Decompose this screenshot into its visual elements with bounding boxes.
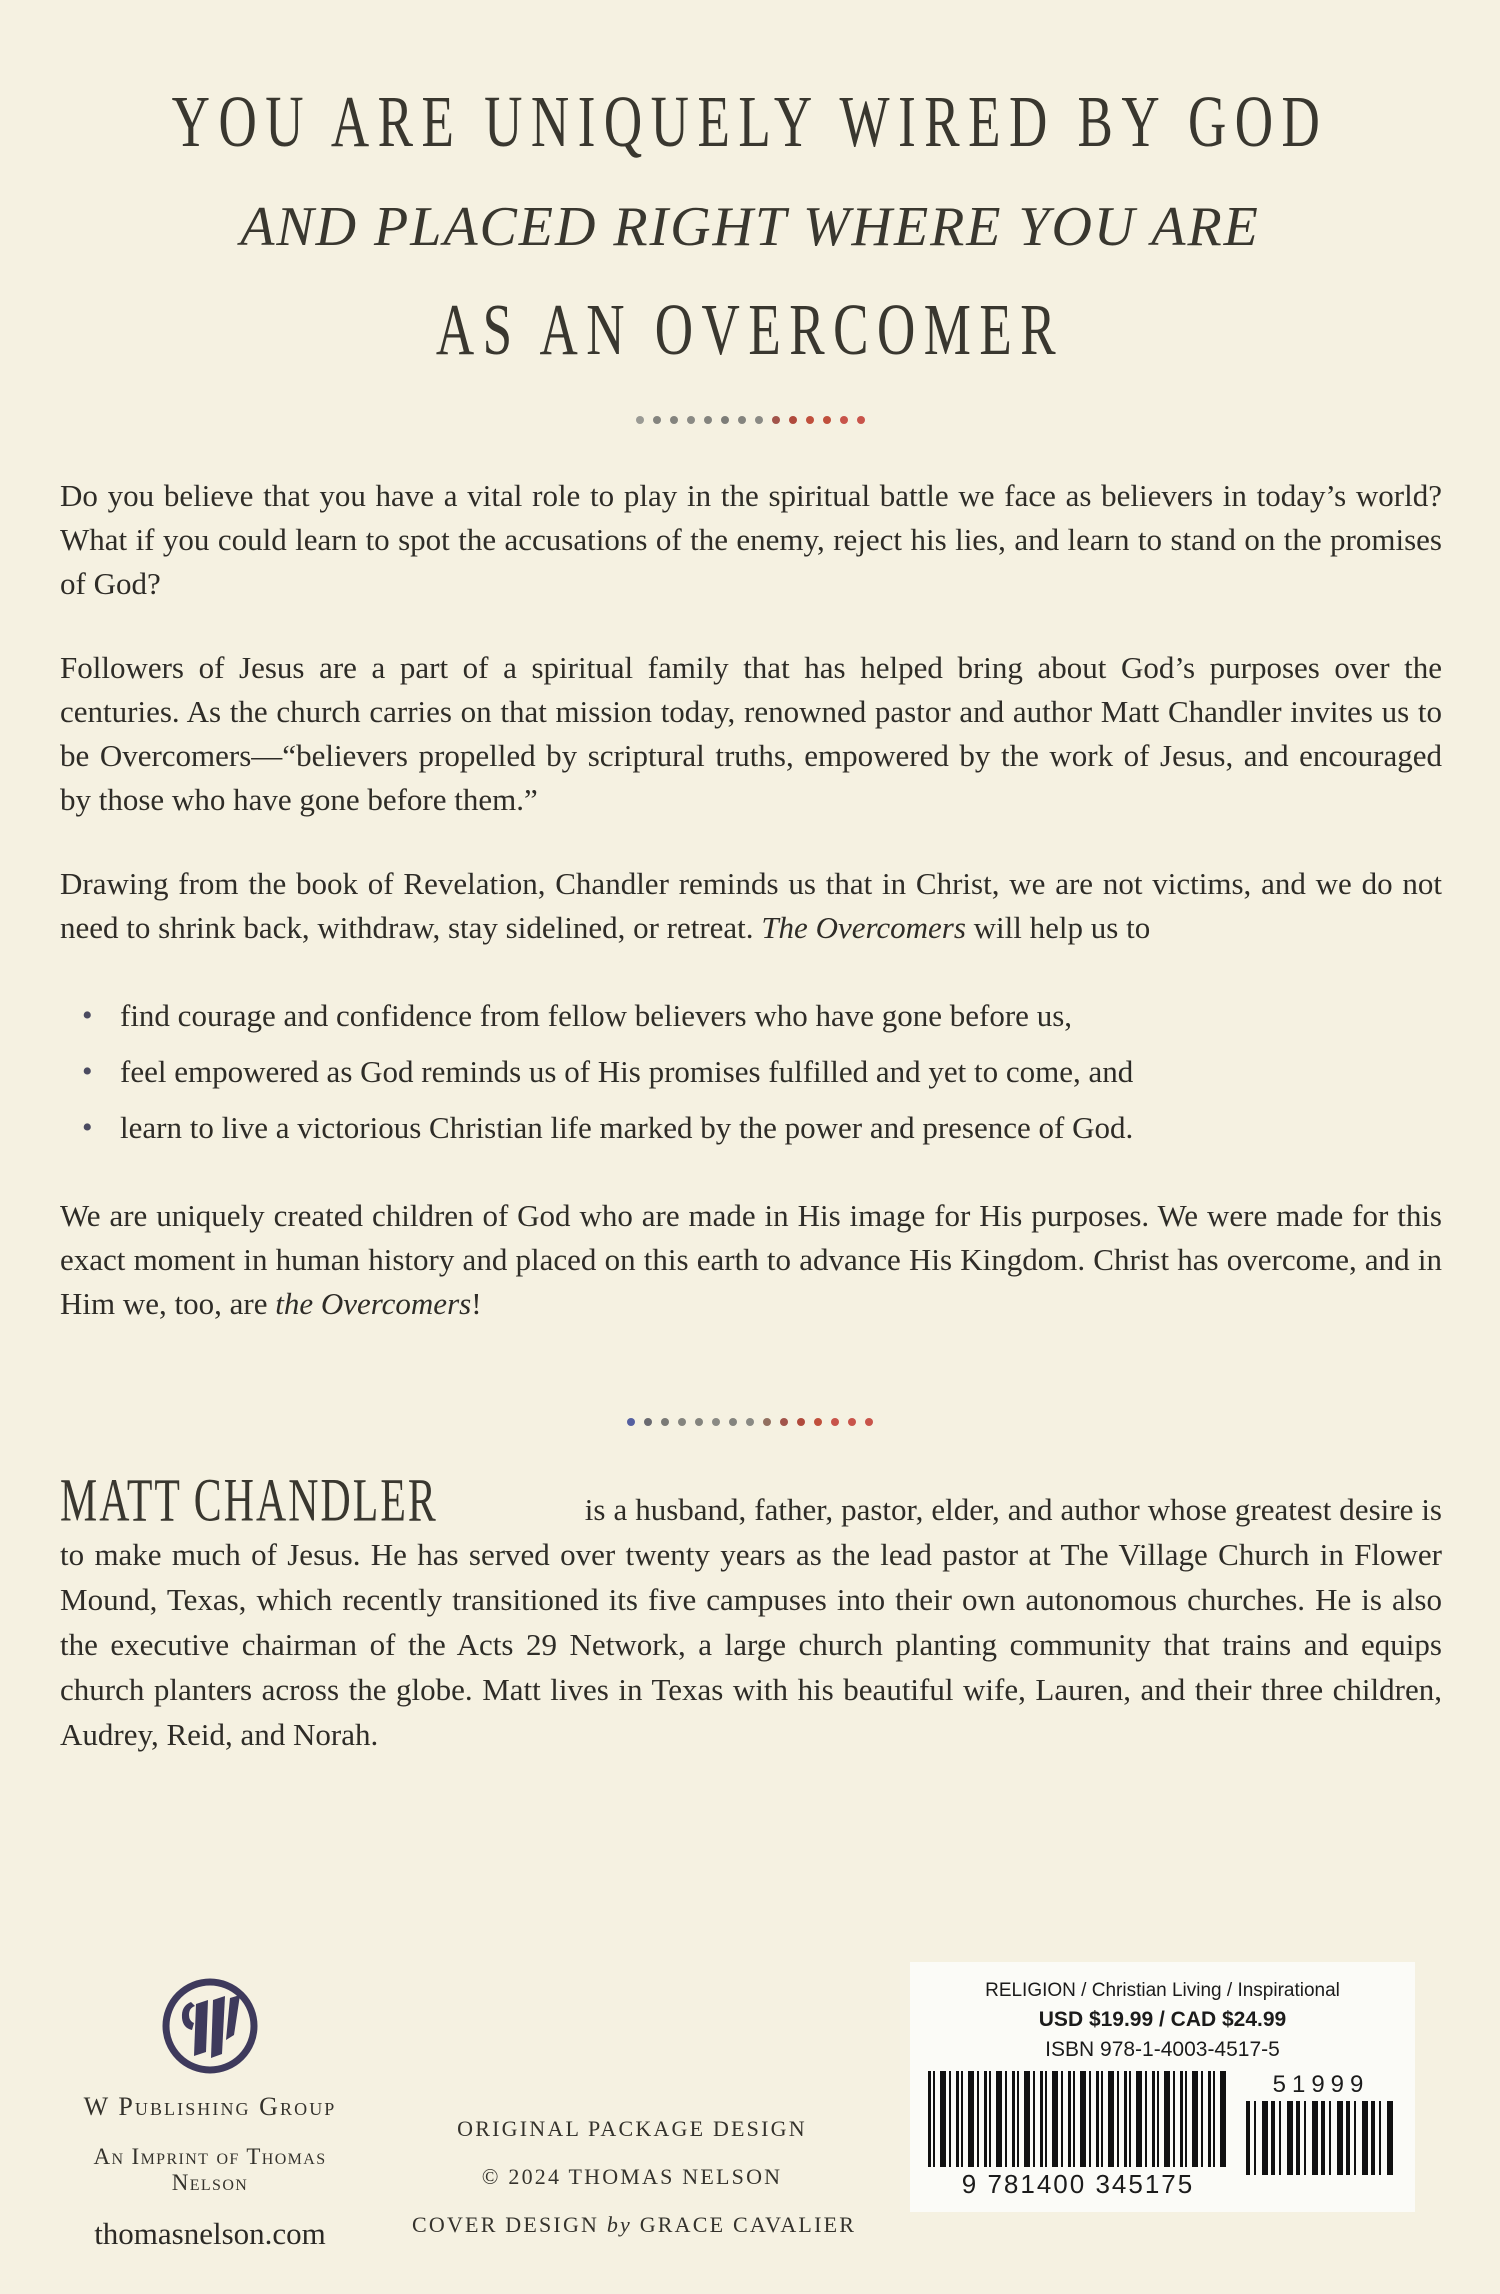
divider-dot (848, 1418, 856, 1426)
tagline-line-1: YOU ARE UNIQUELY WIRED BY GOD (171, 79, 1329, 163)
publisher-imprint: An Imprint of Thomas Nelson (93, 2144, 327, 2195)
divider-dot (644, 1418, 652, 1426)
divider-dot (687, 416, 695, 424)
credit-copyright: © 2024 THOMAS NELSON (481, 2164, 783, 2189)
paragraph-intro: Do you believe that you have a vital role to play in the spiritual battle we face as believers in today’s world? What if you could learn to spot the accusations of the enemy, reject his lies, and learn to stand on the promises of God? (60, 478, 1442, 601)
divider-dot (857, 416, 865, 424)
divider-dot (695, 1418, 703, 1426)
bullet-item: • learn to live a victorious Christian life marked by the power and presence of God. (120, 1106, 1414, 1150)
tagline-line-3: AS AN OVERCOMER (435, 287, 1065, 371)
bullet-item: • feel empowered as God reminds us of His promises fulfilled and yet to come, and (120, 1050, 1414, 1094)
cover-tagline (0, 0, 1500, 370)
divider-dot (738, 416, 746, 424)
author-bio (0, 1434, 1500, 1757)
divider-dot (831, 1418, 839, 1426)
divider-dot (729, 1418, 737, 1426)
barcode-panel (910, 1962, 1415, 2212)
divider-dot (712, 1418, 720, 1426)
divider-dot (840, 416, 848, 424)
w-publishing-logo-icon (158, 1974, 262, 2078)
divider-dot (755, 416, 763, 424)
ean-barcode (928, 2071, 1228, 2200)
divider-dot (721, 416, 729, 424)
paragraph-overcomers: Followers of Jesus are a part of a spiritual family that has helped bring about God’s purposes over the centuries. As the church carries on that mission today, renowned pastor and author Matt Chandler invites us to be Overcomers—“believers propelled by scriptural truths, empowered by the work of Jesus, and encouraged by those who have gone before them.” (60, 650, 1442, 817)
divider-dot (678, 1418, 686, 1426)
dotted-divider-bottom (627, 1418, 873, 1426)
paragraph-revelation: Drawing from the book of Revelation, Chandler reminds us that in Christ, we are not victims, and we do not need to shrink back, withdraw, stay sidelined, or retreat. The Overcomers will help us to (60, 866, 1442, 945)
divider-dot (627, 1418, 635, 1426)
publisher-block (60, 1974, 360, 2252)
divider-dot (661, 1418, 669, 1426)
credits-block (412, 2116, 857, 2238)
publisher-website: thomasnelson.com (94, 2216, 326, 2251)
credit-package-design: ORIGINAL PACKAGE DESIGN (457, 2116, 807, 2141)
bullet-item: • find courage and confidence from fellow believers who have gone before us, (120, 994, 1414, 1038)
divider-dot (789, 416, 797, 424)
addon-barcode-number: 51999 (1272, 2071, 1370, 2098)
price-label: USD $19.99 / CAD $24.99 (1038, 2008, 1287, 2031)
tagline-line-2: AND PLACED RIGHT WHERE YOU ARE (240, 196, 1260, 258)
credit-cover-design: COVER DESIGN by GRACE CAVALIER (412, 2212, 857, 2237)
cover-footer (0, 1962, 1500, 2294)
divider-dot (823, 416, 831, 424)
divider-dot (814, 1418, 822, 1426)
divider-dot (746, 1418, 754, 1426)
category-label: RELIGION / Christian Living / Inspirational (985, 1980, 1340, 2001)
dotted-divider-top (636, 416, 865, 424)
divider-dot (763, 1418, 771, 1426)
addon-barcode (1246, 2071, 1396, 2175)
divider-dot (704, 416, 712, 424)
divider-dot (780, 1418, 788, 1426)
isbn-label: ISBN 978-1-4003-4517-5 (1045, 2038, 1280, 2061)
addon-barcode-bars (1246, 2101, 1396, 2175)
divider-dot (806, 416, 814, 424)
author-name: MATT CHANDLER (60, 1465, 438, 1535)
publisher-name: W Publishing Group (83, 2092, 337, 2121)
divider-dot (636, 416, 644, 424)
divider-dot (865, 1418, 873, 1426)
paragraph-closing: We are uniquely created children of God who are made in His image for His purposes. We were made for this exact moment in human history and placed on this earth to advance His Kingdom. Christ has overcome, and in Him we, too, are the Overcomers! (60, 1198, 1442, 1321)
back-cover-copy (0, 474, 1500, 1366)
ean-barcode-number: 9 781400 345175 (961, 2169, 1195, 2199)
benefits-list (60, 994, 1442, 1150)
divider-dot (670, 416, 678, 424)
author-bio-text: is a husband, father, pastor, elder, and author whose greatest desire is to make much of Jesus. He has served over twenty years as the lead pastor at The Village Church in Flower Mound, Texas, which recently transitioned its five campuses into their own autonomous churches. He is also the executive chairman of the Acts 29 Network, a large church planting community that trains and equips church planters across the globe. Matt lives in Texas with his beautiful wife, Lauren, and their three children, Audrey, Reid, and Norah. (60, 1492, 1442, 1752)
divider-dot (797, 1418, 805, 1426)
divider-dot (772, 416, 780, 424)
ean-barcode-bars (928, 2071, 1228, 2167)
divider-dot (653, 416, 661, 424)
